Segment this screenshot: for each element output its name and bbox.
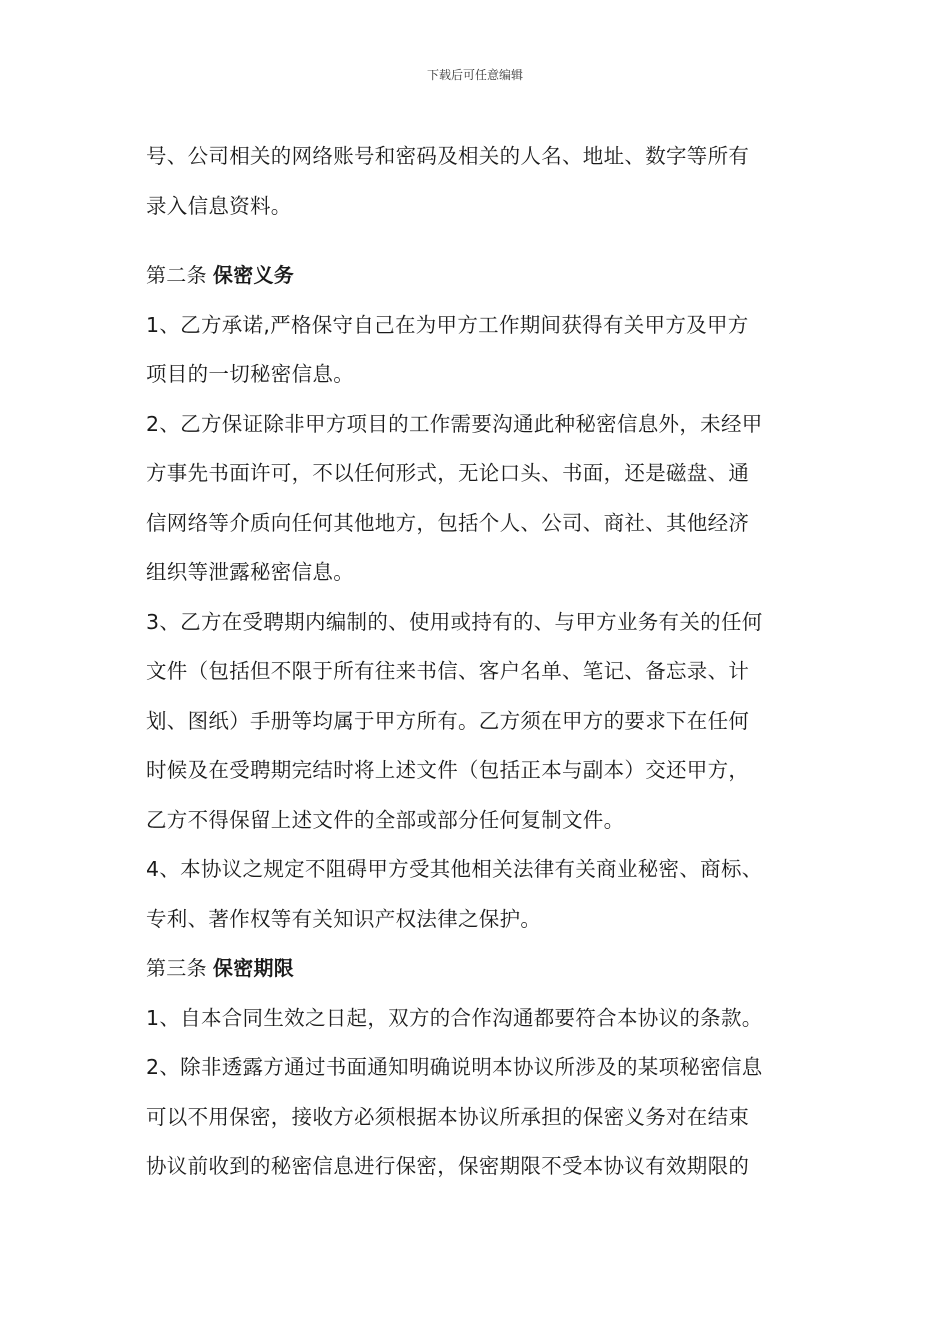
paragraph-line: 2、乙方保证除非甲方项目的工作需要沟通此种秘密信息外，未经甲: [146, 411, 763, 436]
paragraph-line: 组织等泄露秘密信息。: [146, 560, 354, 584]
paragraph-line: 3、乙方在受聘期内编制的、使用或持有的、与甲方业务有关的任何: [146, 609, 763, 634]
paragraph-line: 信网络等介质向任何其他地方，包括个人、公司、商社、其他经济: [146, 510, 750, 535]
paragraph-line: 4、本协议之规定不阻碍甲方受其他相关法律有关商业秘密、商标、: [146, 857, 763, 881]
page-header: 下载后可任意编辑: [426, 68, 523, 82]
paragraph-line: 1、乙方承诺,严格保守自己在为甲方工作期间获得有关甲方及甲方: [146, 312, 749, 337]
paragraph-line: 项目的一切秘密信息。: [146, 362, 354, 386]
paragraph-line: 号、公司相关的网络账号和密码及相关的人名、地址、数字等所有: [146, 144, 750, 168]
document-body: [146, 132, 811, 1192]
paragraph-line: 可以不用保密，接收方必须根据本协议所承担的保密义务对在结束: [146, 1104, 750, 1129]
paragraph-line: 时候及在受聘期完结时将上述文件（包括正本与副本）交还甲方，: [146, 758, 750, 782]
paragraph-line: 划、图纸）手册等均属于甲方所有。乙方须在甲方的要求下在任何: [146, 708, 750, 733]
paragraph-line: 文件（包括但不限于所有往来书信、客户名单、笔记、备忘录、计: [146, 659, 750, 683]
paragraph-line: 2、除非透露方通过书面通知明确说明本协议所涉及的某项秘密信息: [146, 1055, 763, 1079]
article-2-title: 保密义务: [212, 263, 295, 287]
article-3-label: 第三条: [146, 956, 207, 980]
paragraph-line: 方事先书面许可，不以任何形式，无论口头、书面，还是磁盘、通: [146, 461, 750, 485]
paragraph-line: 专利、著作权等有关知识产权法律之保护。: [146, 906, 542, 931]
paragraph-line: 1、自本合同生效之日起，双方的合作沟通都要符合本协议的条款。: [146, 1005, 763, 1030]
article-3-title: 保密期限: [212, 956, 295, 980]
article-2-heading: [146, 251, 811, 301]
paragraph-line: 录入信息资料。: [146, 193, 292, 218]
paragraph-line: 乙方不得保留上述文件的全部或部分任何复制文件。: [146, 807, 625, 832]
paragraph-line: 协议前收到的秘密信息进行保密，保密期限不受本协议有效期限的: [146, 1154, 750, 1178]
article-2-label: 第二条: [146, 263, 207, 287]
article-3-heading: [146, 944, 811, 994]
